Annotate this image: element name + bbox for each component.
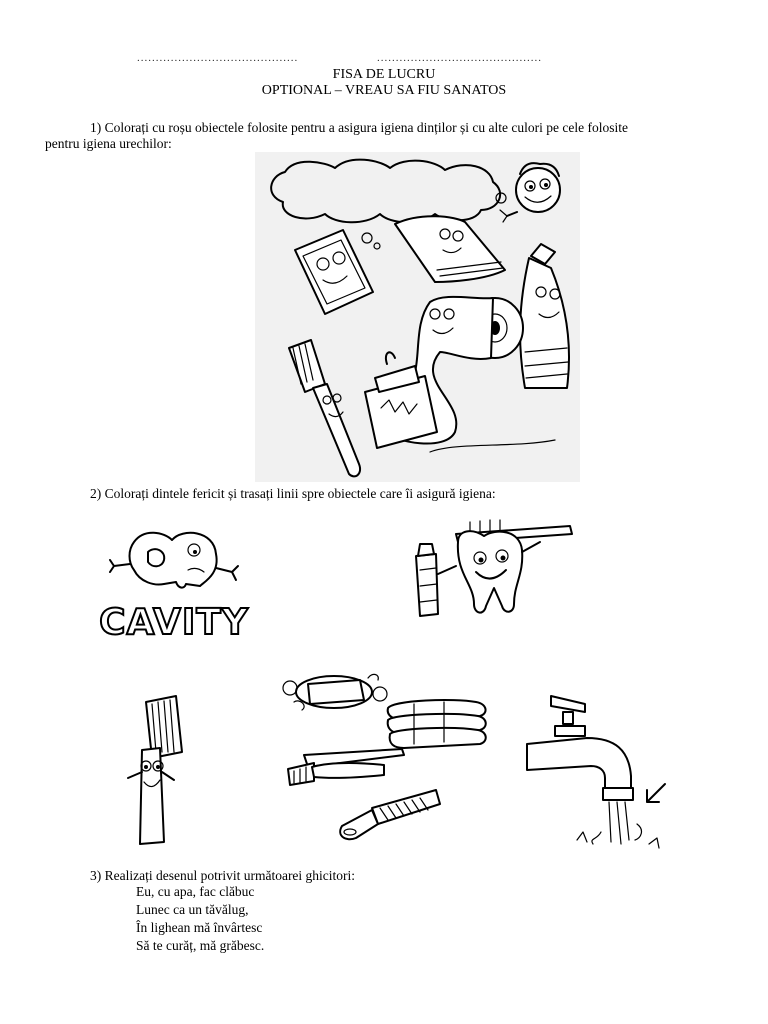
worksheet-title: FISA DE LUCRU xyxy=(332,67,436,82)
riddle-line-3: În lighean mă învârtesc xyxy=(136,920,263,935)
riddle-line-2: Lunec ca un tăvălug, xyxy=(136,902,249,917)
task1-instruction-line1: 1) Colorați cu roșu obiectele folosite pentru a asigura igiena dinților și cu alte culori pe cele folosite xyxy=(90,120,628,135)
riddle-line-4: Să te curăț, mă grăbesc. xyxy=(136,938,265,953)
towels-icon xyxy=(384,694,494,750)
water-tap-icon xyxy=(527,692,677,857)
soap-icon xyxy=(280,668,390,718)
happy-tooth-icon xyxy=(410,514,585,634)
task1-instruction-line2: pentru igiena urechilor: xyxy=(45,136,172,151)
date-dotted-line: ............................................ xyxy=(377,52,542,64)
riddle-line-1: Eu, cu apa, fac clăbuc xyxy=(136,884,255,899)
toothbrush-character-icon xyxy=(118,692,198,852)
worksheet-subtitle: OPTIONAL – VREAU SA FIU SANATOS xyxy=(261,83,507,98)
task2-instruction: 2) Colorați dintele fericit și trasați linii spre obiectele care îi asigură igiena: xyxy=(90,486,496,501)
task3-instruction: 3) Realizați desenul potrivit următoarei ghicitori: xyxy=(90,868,356,883)
sad-tooth-icon xyxy=(99,524,249,644)
name-dotted-line: ........................................... xyxy=(137,52,299,64)
hygiene-scene-illustration xyxy=(255,152,580,482)
comb-icon xyxy=(332,784,442,844)
cavity-label: CAVITY xyxy=(99,602,249,643)
